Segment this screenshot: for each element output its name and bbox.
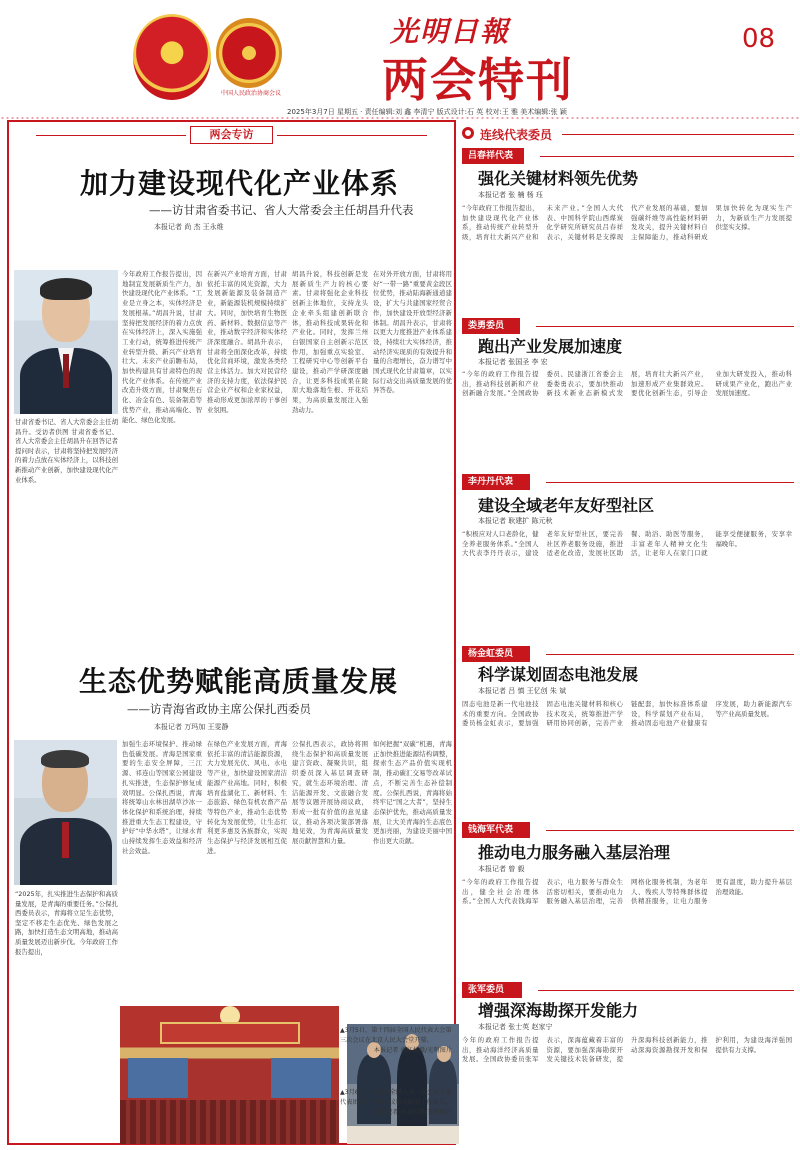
- article1-subtitle: ——访甘肃省委书记、省人大常委会主任胡昌升代表: [149, 203, 414, 217]
- masthead: [0, 0, 800, 116]
- right-section-title: 连线代表委员: [480, 128, 553, 142]
- article1-text-col2: 在新兴产业培育方面，甘肃依托丰富的风光资源，大力发展新能源及装备制造产业，新能源装机规模持续扩大。同时，加快培育生物医药、新材料、数据信息等产业，推动数字经济和实体经济深度融合。胡昌升表示，甘肃将全面深化改革，持续优化营商环境，激发各类经营主体活力。加大对民营经济的支持力度，依法保护民营企业产权和企业家权益，推动形成更加浓厚的干事创业氛围。: [207, 270, 287, 414]
- portrait-photo: [14, 270, 118, 414]
- delegate-tag: 钱海军代表: [462, 822, 530, 838]
- article2-text-col3: 公保扎西表示，政协将围绕生态保护和高质量发展建言资政、凝聚共识，组织委员深入基层调查研究，就生态环境治理、清洁能源开发、文旅融合发展等议题开展协商议政，形成一批有价值的意见建议，推动各项决策部署落地见效，为青海高质量发展贡献智慧和力量。: [292, 740, 368, 846]
- article2-byline: 本报记者 万玛加 王雯静: [154, 723, 229, 731]
- article1-byline: 本报记者 尚 杰 王永维: [154, 223, 224, 231]
- article1-text-col1: 今年政府工作报告提出，因地制宜发展新质生产力，加快建设现代化产业体系。“工业是立身之本，实体经济是发展根基。”胡昌升说，甘肃坚持把发展经济的着力点放在实体经济上，深入实施强工业行动，统筹推进传统产业转型升级、新兴产业培育壮大、未来产业前瞻布局，加快构建具有甘肃特色的现代化产业体系。在传统产业改造升级方面，甘肃聚焦石化、冶金有色、装备制造等优势产业，推动高端化、智能化、绿色化发展。: [122, 270, 202, 424]
- edition-credits: 2025年3月7日 星期五 · 责任编辑:刘 鑫 李清宁 版式设计:石 英 校对:王 雅 美术编辑:张 颖: [287, 108, 567, 116]
- article2-title: 生态优势赋能高质量发展: [79, 665, 399, 698]
- hall-caption-text: ▲3月5日，第十四届全国人民代表大会第三次会议在北京人民大会堂开幕。: [340, 1027, 452, 1044]
- delegate-tag: 李丹丹代表: [462, 474, 530, 490]
- brief-text: 今年的政府工作报告提出，推动海洋经济高质量发展。全国政协委员张军表示，深海蕴藏着丰富的资源，要加强深海勘探开发关键技术装备研发，提升深海科技创新能力，推动深海资源勘探开发和保护利用，为建设海洋强国提供有力支撑。: [462, 1036, 792, 1064]
- brief-byline: 本报记者 张士英 赵家宁: [478, 1023, 553, 1031]
- meeting-caption-credit: 本报记者 孙金行摄/光明图片: [373, 1109, 452, 1116]
- hall-photo-caption: [340, 1026, 452, 1086]
- hall-caption-credit: 本报记者 郭红松摄/光明图片: [373, 1047, 452, 1054]
- article2-text-intro: “2025年，扎实推进生态保护和高质量发展，是青海的重要任务。”公保扎西委员表示，青海将立足生态优势，坚定不移走生态优先、绿色发展之路，加快打造生态文明高地，推动高质量发展迈出新步伐。今年政府工作报告提出，: [15, 890, 118, 956]
- article2-text-col4: 如何把握“双碳”机遇，青海正加快推进能源结构调整，探索生态产品价值实现机制，推动碳汇交易等改革试点，不断完善生态补偿制度。公保扎西说，青海将始终牢记“国之大者”，坚持生态保护优先，推动高质量发展，让大美青海的生态底色更加亮丽，为建设美丽中国作出更大贡献。: [373, 740, 452, 846]
- article1-text-col3: 胡昌升说，科技创新是发展新质生产力的核心要素。甘肃将强化企业科技创新主体地位，支持龙头企业牵头组建创新联合体，推动科技成果转化和产业化。同时，发挥兰州白银国家自主创新示范区作用，加强重点实验室、工程研究中心等创新平台建设，推动产学研深度融合，让更多科技成果在陇原大地落地生根、开花结果，为高质量发展注入强劲动力。: [292, 270, 368, 414]
- meeting-caption-text: ▲3月6日，十四届全国人大三次会议甘肃代表团举行全体会议审议政府工作报告。: [340, 1089, 452, 1106]
- brief-text: 固态电池是新一代电池技术的重要方向。全国政协委员杨金虹表示，要加强固态电池关键材料和核心技术攻关，统筹推进产学研用协同创新，完善产业链配套，加快标准体系建设，科学谋划产业布局，推动固态电池产业健康有序发展，助力新能源汽车等产业高质量发展。: [462, 700, 792, 728]
- right-section-header: [462, 124, 794, 144]
- meeting-photo-caption: [340, 1088, 452, 1138]
- section-ring-icon: [462, 127, 474, 139]
- emblem-caption: 中国人民政治协商会议: [220, 90, 281, 97]
- brief-title: 强化关键材料领先优势: [478, 169, 639, 188]
- newspaper-name: 光明日報: [390, 15, 511, 48]
- brief-title: 增强深海勘探开发能力: [478, 1001, 639, 1020]
- brief-byline: 本报记者 张国圣 李 宏: [478, 358, 548, 366]
- brief-byline: 本报记者 曾 毅: [478, 865, 525, 873]
- page-number: 08: [742, 24, 776, 54]
- brief-text: “今年的政府工作报告提出，推动科技创新和产业创新融合发展。”全国政协委员、民建浙江省委会主委娄勇表示，要加快推动新技术新业态新模式发展，培育壮大新兴产业，加速形成产业集群效应。要优化创新生态，引导企业加大研发投入，推动科研成果产业化，跑出产业发展加速度。: [462, 370, 792, 398]
- brief-byline: 本报记者 张 楠 杨 珏: [478, 191, 543, 199]
- special-edition-title: 两会特刊: [382, 53, 574, 107]
- portrait-photo: [14, 740, 117, 885]
- article2-subtitle: ——访青海省政协主席公保扎西委员: [127, 702, 311, 716]
- section-label: 两会专访: [190, 126, 273, 144]
- delegate-tag: 张军委员: [462, 982, 522, 998]
- article1-text-col4: 在对外开放方面，甘肃将用好“一带一路”重要黄金段区位优势，推动陆海新通道建设，扩大与共建国家经贸合作，加快建设开放型经济新体制。胡昌升表示，甘肃将以更大力度推进产业体系建设，持续壮大实体经济，推动经济实现质的有效提升和量的合理增长，奋力谱写中国式现代化甘肃篇章，以实际行动交出高质量发展的优异答卷。: [373, 270, 452, 395]
- brief-byline: 本报记者 耿建扩 陈元秋: [478, 517, 553, 525]
- article1-photo-caption: 甘肃省委书记、省人大常委会主任胡昌升。受访者供图 甘肃省委书记、省人大常委会主任胡昌升在回答记者提问时表示，甘肃将坚持把发展经济的着力点放在实体经济上，以科技创新推动产业创新，加快建设现代化产业体系。: [15, 418, 118, 484]
- delegate-tag: 吕春祥代表: [462, 148, 524, 164]
- article1-title: 加力建设现代化产业体系: [80, 167, 400, 200]
- brief-text: “今年政府工作报告提出，加快建设现代化产业体系，推动传统产业转型升级，培育壮大新兴产业和未来产业。”全国人大代表、中国科学院山西煤炭化学研究所研究员吕春祥表示，关键材料是支撑现代产业发展的基础，要加强碳纤维等高性能材料研发攻关，提升关键材料自主保障能力，推动科研成果加快转化为现实生产力，为新质生产力发展提供坚实支撑。: [462, 204, 792, 241]
- delegate-tag: 杨金虹委员: [462, 646, 530, 662]
- delegate-tag: 娄勇委员: [462, 318, 520, 334]
- brief-text: “积极应对人口老龄化，健全养老服务体系。”全国人大代表李丹丹表示，建设老年友好型社区，要完善社区养老服务设施，推进适老化改造，发展社区助餐、助浴、助医等服务，丰富老年人精神文化生活，让老年人在家门口就能享受便捷服务，安享幸福晚年。: [462, 530, 792, 558]
- brief-byline: 本报记者 吕 慎 王忆创 朱 斌: [478, 687, 567, 695]
- national-emblem-icon: [133, 14, 211, 100]
- main-interview-section: [7, 120, 456, 1145]
- article2-text-col2: 在绿色产业发展方面，青海依托丰富的清洁能源资源，大力发展光伏、风电、水电等产业，加快建设国家清洁能源产业高地。同时，积极培育盐湖化工、新材料、生态旅游、绿色有机农畜产品等特色产业，推动生态优势转化为发展优势，让生态红利更多惠及各族群众，实现生态保护与经济发展相互促进。: [207, 740, 287, 855]
- cppcc-emblem-icon: [216, 18, 282, 88]
- brief-title: 推动电力服务融入基层治理: [478, 843, 671, 862]
- article2-text-col1: 加强生态环境保护、推动绿色低碳发展。青海是国家重要的生态安全屏障，三江源、祁连山等国家公园建设扎实推进，生态保护修复成效明显。公保扎西说，青海将统筹山水林田湖草沙冰一体化保护和系统治理，持续推进重大生态工程建设，守护好“中华水塔”，让绿水青山持续发挥生态效益和经济社会效益。: [122, 740, 202, 855]
- brief-title: 科学谋划固态电池发展: [478, 665, 639, 684]
- brief-text: “今年的政府工作报告提出，健全社会治理体系。”全国人大代表钱海军表示，电力服务与群众生活密切相关，要推动电力服务融入基层治理，完善网格化服务机制，为老年人、残疾人等特殊群体提供精准服务，让电力服务更有温度，助力提升基层治理效能。: [462, 878, 792, 906]
- brief-title: 建设全域老年友好型社区: [478, 496, 655, 515]
- assembly-hall-photo: [120, 1006, 339, 1144]
- brief-title: 跑出产业发展加速度: [478, 337, 623, 356]
